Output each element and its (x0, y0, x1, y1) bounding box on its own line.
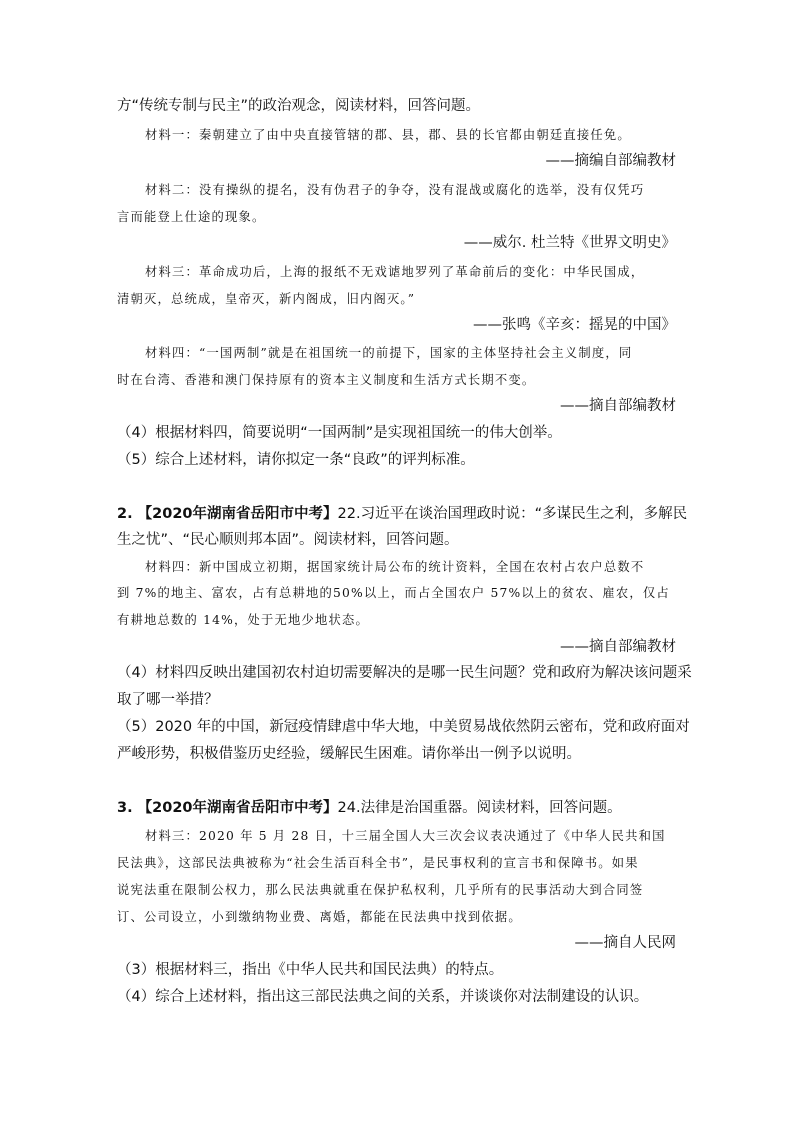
q2-exam-tag: 【2020年湖南省岳阳市中考】 (137, 506, 338, 522)
q1-material-3-source: ——张鸣《辛亥：摇晃的中国》 (473, 317, 676, 333)
q1-question-5: （5）综合上述材料，请你拟定一条“良政”的评判标准。 (117, 452, 475, 468)
q1-material-1-source: ——摘编自部编教材 (545, 153, 676, 169)
q3-material-3-line-3: 说宪法重在限制公权力，那么民法典就重在保护私权利，几乎所有的民事活动大到合同签 (117, 883, 644, 897)
q1-material-4-line-2: 时在台湾、香港和澳门保持原有的资本主义制度和生活方式长期不变。 (117, 373, 536, 387)
q1-material-4-source: ——摘自部编教材 (560, 398, 676, 414)
q2-material-4-line-2: 到 7%的地主、富农，占有总耕地的50%以上，而占全国农户 57%以上的贫农、雇农，仅占 (117, 586, 670, 600)
q1-material-3-line-1: 材料三：革命成功后，上海的报纸不无戏谑地罗列了革命前后的变化：中华民国成， (145, 265, 645, 279)
q1-material-2-line-2: 言而能登上仕途的现象。 (117, 210, 266, 224)
q3-question-4: （4）综合上述材料，指出这三部民法典之间的关系，并谈谈你对法制建设的认识。 (117, 989, 649, 1005)
q1-material-1: 材料一：秦朝建立了由中央直接管辖的郡、县，郡、县的长官都由朝廷直接任免。 (145, 128, 631, 142)
q2-question-5-line-2: 严峻形势，积极借鉴历史经验，缓解民生困难。请你举出一例予以说明。 (117, 746, 581, 762)
q3-title-text: 24.法律是治国重器。阅读材料，回答问题。 (337, 800, 622, 816)
q3-number: 3. (117, 800, 138, 816)
q2-number: 2. (117, 506, 138, 522)
q2-question-4-line-1: （4）材料四反映出建国初农村迫切需要解决的是哪一民生问题？党和政府为解决该问题采 (117, 665, 692, 681)
q1-question-4: （4）根据材料四，简要说明“一国两制”是实现祖国统一的伟大创举。 (117, 425, 562, 441)
q1-material-2-line-1: 材料二：没有操纵的提名，没有伪君子的争夺，没有混战或腐化的选举，没有仅凭巧 (145, 183, 645, 197)
q2-title-line-2: 生之忧”、“民心顺则邦本固”。阅读材料，回答问题。 (117, 532, 459, 548)
intro-line: 方“传统专制与民主”的政治观念，阅读材料，回答问题。 (117, 98, 481, 114)
q3-material-3-line-4: 订、公司设立，小到缴纳物业费、离婚，都能在民法典中找到依据。 (117, 910, 522, 924)
q3-question-3: （3）根据材料三，指出《中华人民共和国民法典）的特点。 (117, 962, 504, 978)
q2-title-line-1 (117, 504, 688, 524)
q3-material-3-source: ——摘自人民网 (574, 935, 676, 951)
q2-question-5-line-1: （5）2020 年的中国，新冠疫情肆虐中华大地，中美贸易战依然阴云密布，党和政府面对 (117, 719, 690, 735)
q2-material-4-line-1: 材料四：新中国成立初期，据国家统计局公布的统计资料，全国在农村占农户总数不 (145, 560, 645, 574)
q3-title (117, 798, 676, 818)
q3-exam-tag: 【2020年湖南省岳阳市中考】 (137, 800, 338, 816)
q1-material-3-line-2: 清朝灭，总统成，皇帝灭，新内阁成，旧内阁灭。” (117, 292, 416, 306)
q1-material-2-source: ——威尔. 杜兰特《世界文明史》 (463, 235, 676, 251)
q2-material-4-source: ——摘自部编教材 (560, 639, 676, 655)
q2-question-4-line-2: 取了哪一举措？ (117, 692, 219, 708)
q3-material-3-line-1: 材料三：2020 年 5 月 28 日，十三届全国人大三次会议表决通过了《中华人民共和国 (145, 829, 666, 843)
q2-material-4-line-3: 有耕地总数的 14%，处于无地少地状态。 (117, 613, 369, 627)
q3-material-3-line-2: 民法典》，这部民法典被称为“社会生活百科全书”，是民事权利的宣言书和保障书。如果 (117, 856, 639, 870)
q1-material-4-line-1: 材料四：“一国两制”就是在祖国统一的前提下，国家的主体坚持社会主义制度，同 (145, 346, 633, 360)
q2-title-text: 22.习近平在谈治国理政时说：“多谋民生之利，多解民 (337, 506, 688, 522)
